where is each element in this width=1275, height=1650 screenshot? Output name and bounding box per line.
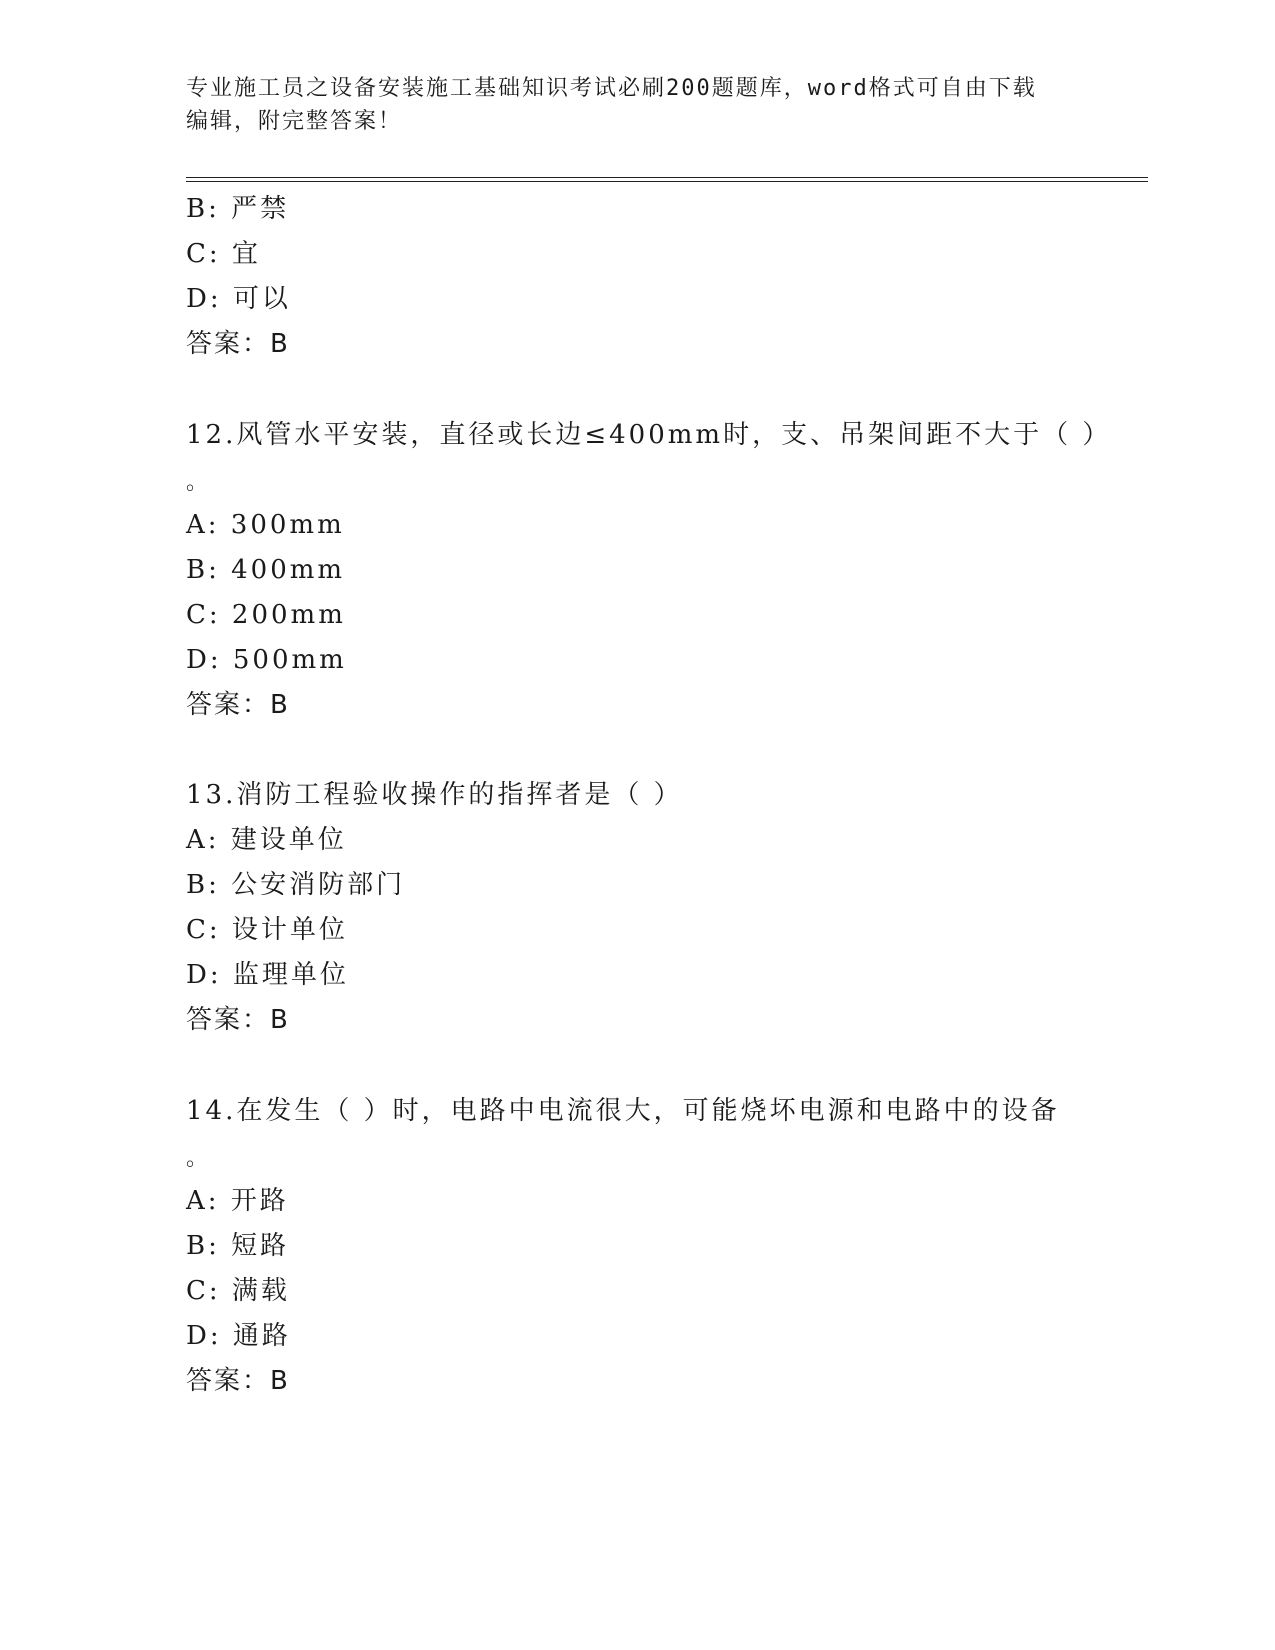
q14-answer: 答案：B xyxy=(186,1366,290,1396)
q11-option-c: C: 宜 xyxy=(186,239,261,269)
q11-answer: 答案：B xyxy=(186,329,290,359)
q12-stem-continuation: 。 xyxy=(186,470,212,495)
document-header xyxy=(186,72,1086,138)
q12-answer: 答案：B xyxy=(186,690,290,720)
q13-option-d: D: 监理单位 xyxy=(186,960,349,990)
q13-option-a: A: 建设单位 xyxy=(186,825,347,855)
q12-option-a: A: 300mm xyxy=(186,510,345,540)
q14-stem: 14.在发生（ ）时，电路中电流很大，可能烧坏电源和电路中的设备 xyxy=(186,1096,1060,1126)
q12-option-c: C: 200mm xyxy=(186,600,346,630)
q12-option-d: D: 500mm xyxy=(186,645,347,675)
q14-stem-continuation: 。 xyxy=(186,1146,212,1171)
header-title-line-2: 编辑，附完整答案！ xyxy=(186,109,403,134)
q13-option-c: C: 设计单位 xyxy=(186,915,348,945)
header-divider-top xyxy=(186,177,1148,178)
q11-option-d: D: 可以 xyxy=(186,284,291,314)
q14-option-d: D: 通路 xyxy=(186,1321,291,1351)
q11-option-b: B: 严禁 xyxy=(186,194,290,224)
header-divider-bottom xyxy=(186,181,1148,182)
q14-option-b: B: 短路 xyxy=(186,1231,290,1261)
q13-stem: 13.消防工程验收操作的指挥者是（ ） xyxy=(186,780,683,810)
q14-option-a: A: 开路 xyxy=(186,1186,289,1216)
header-title-line-1: 专业施工员之设备安装施工基础知识考试必刷200题题库，word格式可自由下载 xyxy=(186,76,1037,101)
q14-option-c: C: 满载 xyxy=(186,1276,290,1306)
q12-stem: 12.风管水平安装，直径或长边≤400mm时，支、吊架间距不大于（ ） xyxy=(186,420,1112,450)
q12-option-b: B: 400mm xyxy=(186,555,346,585)
q13-option-b: B: 公安消防部门 xyxy=(186,870,406,900)
q13-answer: 答案：B xyxy=(186,1005,290,1035)
